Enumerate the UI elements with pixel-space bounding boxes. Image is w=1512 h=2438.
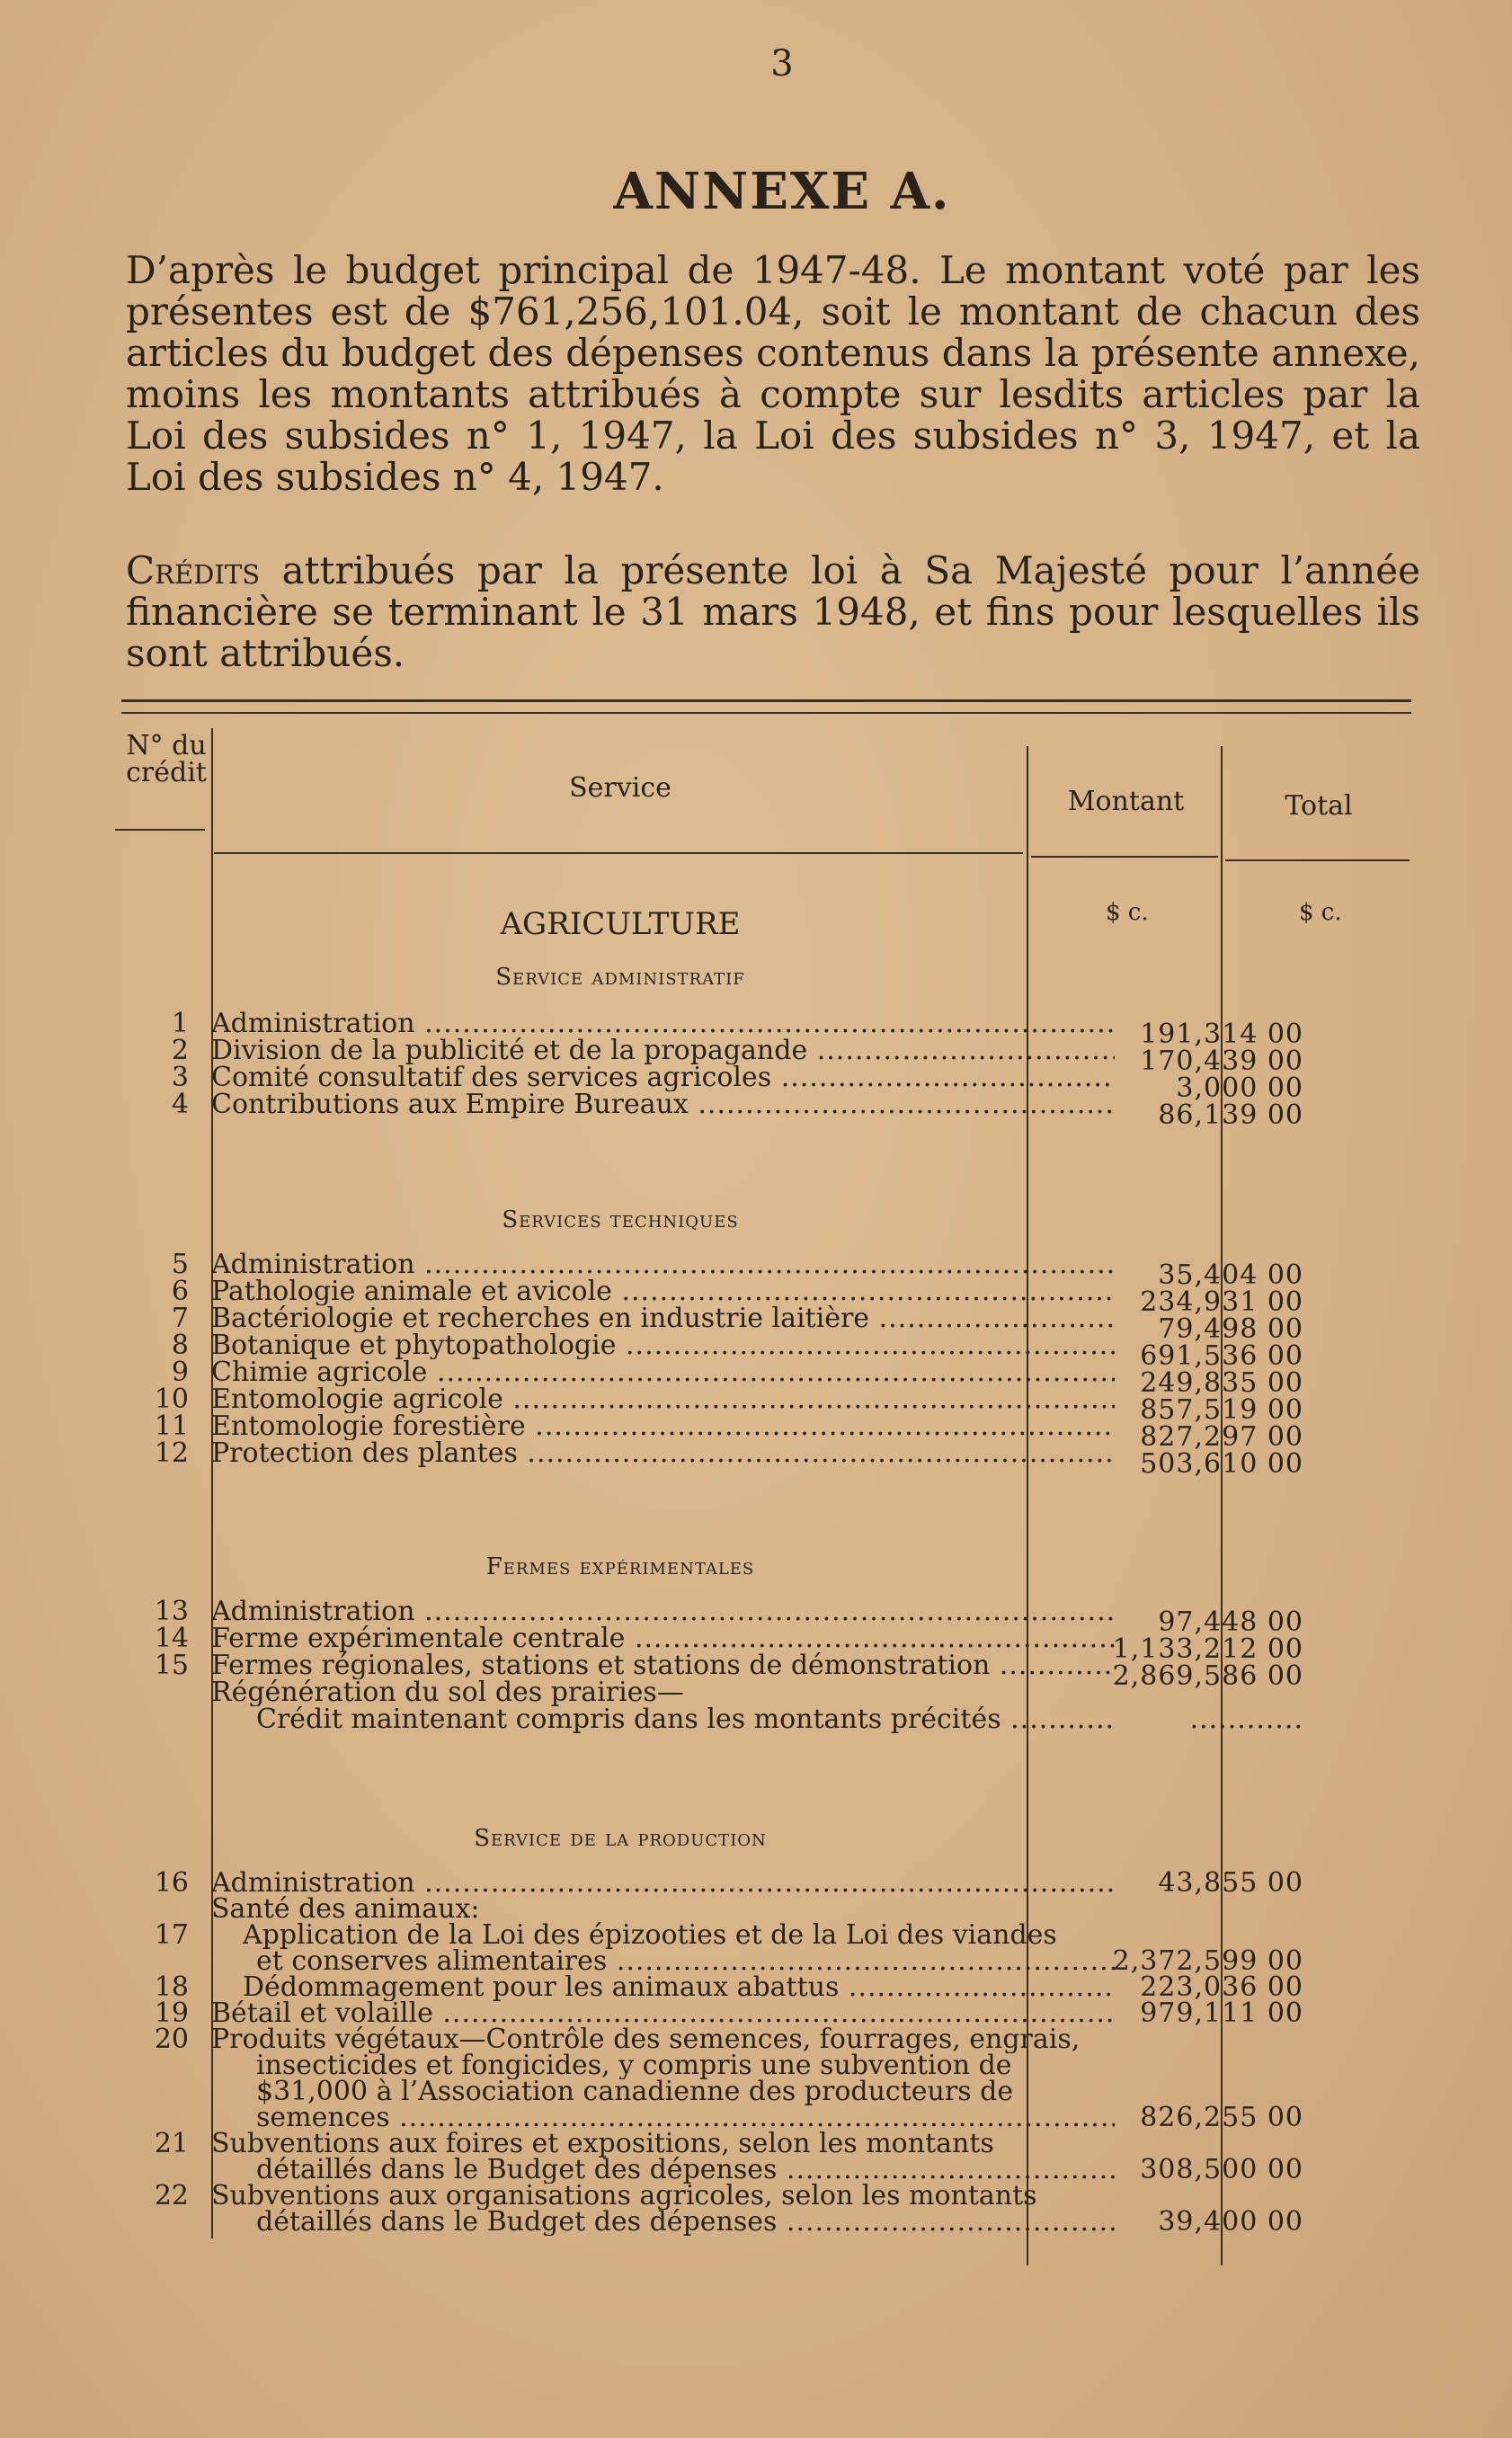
item-label: [211, 1305, 1115, 1332]
item-label: [256, 1948, 1115, 1975]
item-label-text: Entomologie agricole: [211, 1386, 503, 1413]
header-montant: Montant: [1067, 786, 1185, 817]
item-label-text: détaillés dans le Budget des dépenses: [256, 2157, 778, 2184]
leader-dots: [415, 1251, 1115, 1278]
subsection-title: Service administratif: [495, 964, 745, 991]
item-label-text: Bétail et volaille: [211, 2000, 433, 2027]
table-row: [108, 2154, 1420, 2185]
item-label: [211, 2183, 1115, 2210]
item-amount: 1,133,212 00: [1112, 1633, 1303, 1665]
credits-text: attribués par la présente loi à Sa Majesté pour l’année financière se terminant le 31 mars 1948, et fins pour lesquelles ils sont attribués.: [126, 548, 1420, 675]
item-label: [211, 2026, 1115, 2053]
credit-number: 22: [154, 2180, 189, 2211]
credit-number: 15: [154, 1650, 189, 1681]
credit-number: 14: [154, 1623, 189, 1654]
item-amount: 2,372,599 00: [1112, 1945, 1303, 1977]
item-amount: 39,400 00: [1158, 2206, 1303, 2238]
item-amount: 2,869,586 00: [1112, 1660, 1303, 1692]
header-rule: [115, 829, 205, 831]
item-amount: 979,111 00: [1140, 1998, 1303, 2029]
item-label-text: Botanique et phytopathologie: [211, 1332, 617, 1359]
item-label: [211, 2131, 1115, 2158]
leader-dots: [433, 2000, 1115, 2027]
credit-number: 17: [154, 1919, 189, 1951]
credit-number: 5: [171, 1249, 189, 1280]
header-service: Service: [569, 772, 672, 804]
item-amount: 308,500 00: [1140, 2154, 1303, 2185]
header-rule: [1031, 856, 1218, 858]
subsection-title: Fermes expérimentales: [485, 1553, 755, 1580]
item-amount: 43,855 00: [1158, 1867, 1303, 1899]
item-label-text: Dédommagement pour les animaux abattus: [243, 1974, 840, 2001]
item-amount: ............: [1189, 1704, 1303, 1735]
item-label-text: Entomologie forestière: [211, 1413, 526, 1440]
item-label-text: Santé des animaux:: [211, 1896, 480, 1923]
item-label: [211, 1278, 1115, 1305]
credit-number: 4: [171, 1089, 189, 1120]
item-label: [211, 1652, 1115, 1679]
table-row: [108, 1706, 1420, 1733]
table-row: [108, 2000, 1420, 2027]
table-row: [108, 1330, 1420, 1372]
item-label: [211, 1625, 1115, 1652]
credit-number: 2: [171, 1035, 189, 1066]
subsection-title: Service de la production: [474, 1825, 767, 1852]
credit-number: 16: [154, 1867, 189, 1899]
item-amount: 86,139 00: [1158, 1099, 1303, 1131]
item-label-text: Administration: [211, 1010, 415, 1037]
table-row: [108, 1623, 1420, 1665]
header-num: N° du crédit: [126, 730, 207, 788]
intro-paragraph: D’après le budget principal de 1947-48. Le montant voté par les présentes est de $761,256,101.04, soit le montant de chacun des articles du budget des dépenses contenus dans la présente annexe, moins les montants attribués à compte sur lesdits articles par la Loi des subsides n° 1, 1947, la Loi des subsides n° 3, 1947, et la Loi des subsides n° 4, 1947.: [126, 248, 1420, 499]
credit-number: 1: [171, 1008, 189, 1039]
item-label: [211, 1896, 1115, 1923]
credit-number: 13: [154, 1596, 189, 1627]
header-total: Total: [1285, 790, 1353, 822]
page-title: ANNEXE A.: [613, 162, 951, 221]
leader-dots: [415, 1598, 1115, 1625]
item-amount: 691,536 00: [1140, 1340, 1303, 1372]
credit-number: 8: [171, 1330, 189, 1361]
item-label: [211, 1598, 1115, 1625]
leader-dots: [526, 1413, 1115, 1440]
item-label-text: Comité consultatif des services agricoles: [211, 1064, 772, 1091]
item-amount: 3,000 00: [1176, 1072, 1303, 1104]
section-title: AGRICULTURE: [500, 906, 741, 942]
item-label: [256, 1706, 1115, 1733]
item-label-text: Protection des plantes: [211, 1440, 518, 1467]
item-amount: 826,255 00: [1140, 2102, 1303, 2133]
item-label: [211, 1037, 1115, 1064]
item-label: [211, 1413, 1115, 1440]
item-amount: 857,519 00: [1140, 1394, 1303, 1426]
credit-number: 20: [154, 2024, 189, 2055]
item-label: [211, 1332, 1115, 1359]
item-label-text: Bactériologie et recherches en industrie laitière: [211, 1305, 870, 1332]
item-amount: 191,314 00: [1140, 1019, 1303, 1050]
item-label-text: et conserves alimentaires: [256, 1948, 608, 1975]
item-label-text: Fermes régionales, stations et stations de démonstration: [211, 1652, 991, 1679]
table-row: [108, 1303, 1420, 1345]
item-label: [243, 1922, 1115, 1949]
item-label-text: Produits végétaux—Contrôle des semences, fourrages, engrais,: [211, 2026, 1081, 2053]
credit-number: 9: [171, 1357, 189, 1388]
item-label: [211, 1440, 1115, 1467]
item-label-text: Ferme expérimentale centrale: [211, 1625, 626, 1652]
credit-number: 10: [154, 1384, 189, 1415]
currency-montant: $ c.: [1106, 899, 1149, 926]
table-top-rule: [121, 699, 1411, 702]
leader-dots: [518, 1440, 1115, 1467]
table-row: [108, 1035, 1420, 1077]
item-label: [256, 2157, 1115, 2184]
credit-number: 21: [154, 2128, 189, 2159]
item-amount: 827,297 00: [1140, 1421, 1303, 1453]
credit-number: 11: [154, 1410, 189, 1442]
leader-dots: [415, 1010, 1115, 1037]
leader-dots: [415, 1870, 1115, 1897]
item-label-text: Subventions aux organisations agricoles, selon les montants: [211, 2183, 1037, 2210]
item-label: [211, 1251, 1115, 1278]
item-label-text: Administration: [211, 1598, 415, 1625]
table-row: [108, 1249, 1420, 1291]
leader-dots: [503, 1386, 1115, 1413]
credit-number: 6: [171, 1276, 189, 1307]
item-amount: 35,404 00: [1158, 1259, 1303, 1291]
item-amount: 170,439 00: [1140, 1045, 1303, 1077]
item-label: [211, 2000, 1115, 2027]
table-row: [108, 1596, 1420, 1638]
item-label: [211, 1064, 1115, 1091]
item-label: [256, 2052, 1115, 2079]
item-label-text: Régénération du sol des prairies—: [211, 1679, 684, 1706]
item-label-text: Division de la publicité et de la propagande: [211, 1037, 808, 1064]
subsection-title: Services techniques: [502, 1206, 739, 1233]
header-rule: [1225, 859, 1410, 861]
table-row: [108, 2052, 1420, 2079]
item-label-text: $31,000 à l’Association canadienne des producteurs de: [256, 2078, 1014, 2105]
table-row: [108, 1276, 1420, 1318]
item-amount: 234,931 00: [1140, 1286, 1303, 1318]
item-label: [211, 1010, 1115, 1037]
item-amount: 503,610 00: [1140, 1448, 1303, 1480]
table-row: [108, 2026, 1420, 2053]
table-row: [108, 1867, 1420, 1899]
table-row: [108, 2104, 1420, 2131]
item-label-text: détaillés dans le Budget des dépenses: [256, 2209, 778, 2236]
header-rule: [214, 852, 1023, 854]
credit-number: 3: [171, 1062, 189, 1093]
page-number: 3: [770, 43, 794, 85]
item-label-text: Subventions aux foires et expositions, selon les montants: [211, 2131, 994, 2158]
leader-dots: [390, 2104, 1115, 2131]
credits-paragraph: [126, 550, 1420, 674]
credit-number: 18: [154, 1971, 189, 2003]
item-label: [256, 2078, 1115, 2105]
table-row: [108, 1357, 1420, 1399]
leader-dots: [427, 1359, 1115, 1386]
table-row: [108, 1062, 1420, 1104]
table-row: [108, 2206, 1420, 2238]
item-label-text: Administration: [211, 1251, 415, 1278]
item-amount: 223,036 00: [1140, 1971, 1303, 2003]
table-row: [108, 1008, 1420, 1050]
item-label: [211, 1386, 1115, 1413]
table-top-rule-2: [121, 712, 1411, 714]
item-label-text: insecticides et fongicides, y compris une subvention de: [256, 2052, 1012, 2079]
table-row: [108, 1896, 1420, 1923]
item-amount: 97,448 00: [1158, 1606, 1303, 1638]
item-label: [243, 1974, 1115, 2001]
item-label: [211, 1359, 1115, 1386]
credits-word: Crédits: [126, 548, 261, 592]
item-label: [256, 2104, 1115, 2131]
currency-total: $ c.: [1299, 899, 1342, 926]
item-label-text: Crédit maintenant compris dans les montants précités: [256, 1706, 1001, 1733]
table-row: [108, 1650, 1420, 1692]
item-label-text: Contributions aux Empire Bureaux: [211, 1091, 689, 1118]
table-row: [108, 1089, 1420, 1131]
item-label-text: Pathologie animale et avicole: [211, 1278, 612, 1305]
item-label-text: semences: [256, 2104, 390, 2131]
item-amount: 79,498 00: [1158, 1313, 1303, 1345]
table-row: [108, 1679, 1420, 1706]
credit-number: 19: [154, 1998, 189, 2029]
item-amount: 249,835 00: [1140, 1367, 1303, 1399]
item-label: [211, 1091, 1115, 1118]
item-label-text: Administration: [211, 1870, 415, 1897]
item-label: [211, 1679, 1115, 1706]
item-label: [256, 2209, 1115, 2236]
credit-number: 7: [171, 1303, 189, 1334]
item-label: [211, 1870, 1115, 1897]
item-label-text: Chimie agricole: [211, 1359, 428, 1386]
credit-number: 12: [154, 1437, 189, 1469]
item-label-text: Application de la Loi des épizooties et de la Loi des viandes: [243, 1922, 1057, 1949]
